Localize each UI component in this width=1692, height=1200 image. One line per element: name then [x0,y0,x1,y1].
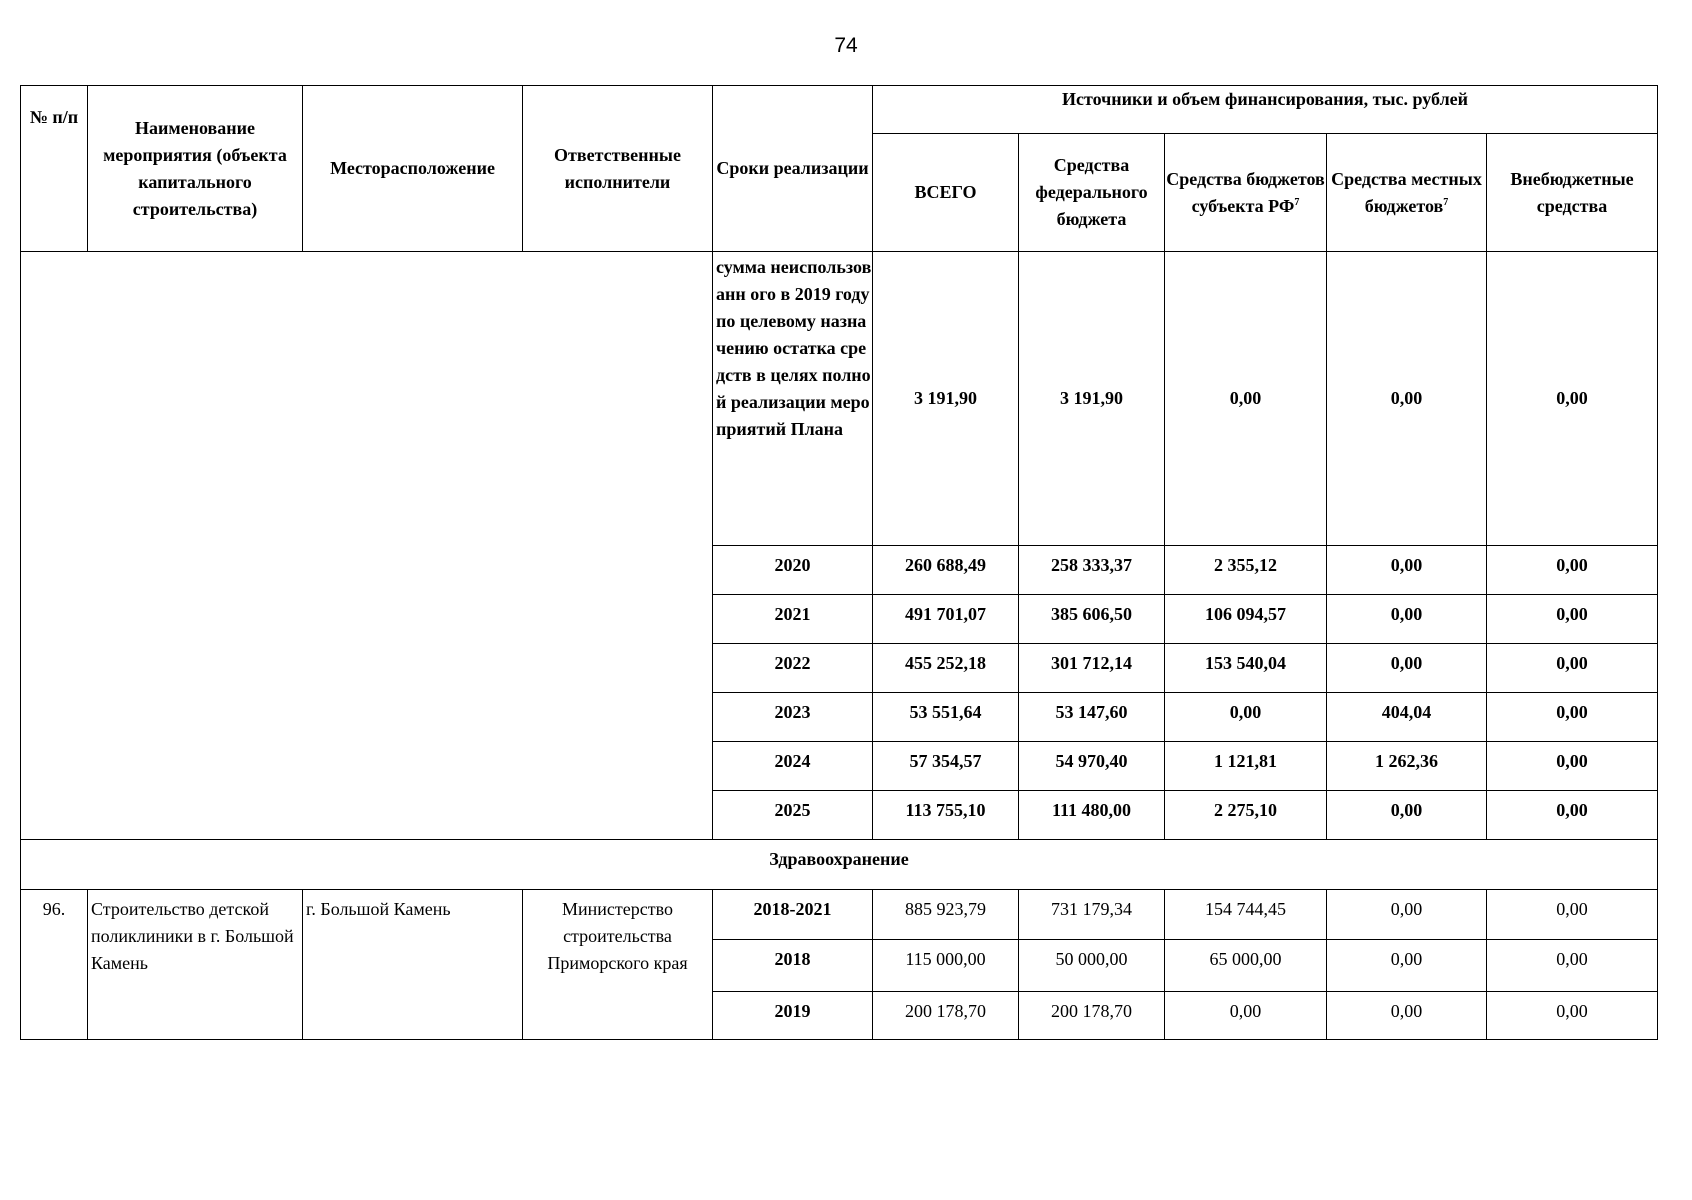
extra-cell: 0,00 [1487,742,1658,791]
empty-merged-cell [21,252,713,840]
item-name: Строительство детской поликлиники в г. Большой Камень [88,890,303,1040]
extra-cell: 0,00 [1487,693,1658,742]
federal-cell: 111 480,00 [1019,791,1165,840]
subject-cell: 0,00 [1165,693,1327,742]
section-title: Здравоохранение [21,840,1658,890]
subject-cell: 0,00 [1165,992,1327,1040]
item-location: г. Большой Камень [303,890,523,1040]
extra-cell: 0,00 [1487,644,1658,693]
subject-cell: 2 355,12 [1165,546,1327,595]
term-cell: 2018-2021 [713,890,873,940]
total-cell: 491 701,07 [873,595,1019,644]
header-num: № п/п [21,86,88,252]
term-cell: 2025 [713,791,873,840]
extra-cell: 0,00 [1487,940,1658,992]
total-cell: 113 755,10 [873,791,1019,840]
federal-cell: 50 000,00 [1019,940,1165,992]
local-cell: 0,00 [1327,992,1487,1040]
extra-cell: 0,00 [1487,992,1658,1040]
federal-cell: 54 970,40 [1019,742,1165,791]
local-cell: 0,00 [1327,890,1487,940]
local-cell: 404,04 [1327,693,1487,742]
subject-cell: 153 540,04 [1165,644,1327,693]
local-cell: 0,00 [1327,644,1487,693]
header-federal: Средства федерального бюджета [1019,134,1165,252]
header-sources: Источники и объем финансирования, тыс. рублей [873,86,1658,134]
federal-cell: 53 147,60 [1019,693,1165,742]
subject-cell: 1 121,81 [1165,742,1327,791]
local-cell: 0,00 [1327,791,1487,840]
local-cell: 0,00 [1327,546,1487,595]
term-cell: 2022 [713,644,873,693]
header-name: Наименование мероприятия (объекта капитального строительства) [88,86,303,252]
header-executors: Ответственные исполнители [523,86,713,252]
item-num: 96. [21,890,88,1040]
total-cell: 115 000,00 [873,940,1019,992]
local-cell: 0,00 [1327,595,1487,644]
page-number: 74 [834,34,858,57]
header-total: ВСЕГО [873,134,1019,252]
term-cell: 2019 [713,992,873,1040]
extra-cell: 0,00 [1487,546,1658,595]
total-cell: 3 191,90 [873,252,1019,546]
term-cell: 2018 [713,940,873,992]
extra-cell: 0,00 [1487,890,1658,940]
header-terms: Сроки реализации [713,86,873,252]
federal-cell: 258 333,37 [1019,546,1165,595]
subject-cell: 0,00 [1165,252,1327,546]
subject-cell: 106 094,57 [1165,595,1327,644]
term-cell: 2024 [713,742,873,791]
total-cell: 57 354,57 [873,742,1019,791]
table-row [21,252,1658,546]
total-cell: 200 178,70 [873,992,1019,1040]
financing-table [20,85,1658,1040]
federal-cell: 301 712,14 [1019,644,1165,693]
federal-cell: 385 606,50 [1019,595,1165,644]
extra-cell: 0,00 [1487,595,1658,644]
subject-cell: 2 275,10 [1165,791,1327,840]
item-executor: Министерство строительства Приморского края [523,890,713,1040]
header-location: Месторасположение [303,86,523,252]
local-cell: 0,00 [1327,252,1487,546]
header-local: Средства местных бюджетов$^7$ [1327,134,1487,252]
term-cell: 2023 [713,693,873,742]
term-cell: 2020 [713,546,873,595]
local-cell: 1 262,36 [1327,742,1487,791]
federal-cell: 3 191,90 [1019,252,1165,546]
section-row [21,840,1658,890]
header-subject: Средства бюджетов субъекта $РФ^7$ [1165,134,1327,252]
table-row [21,890,1658,940]
subject-cell: 154 744,45 [1165,890,1327,940]
total-cell: 885 923,79 [873,890,1019,940]
total-cell: 260 688,49 [873,546,1019,595]
subject-cell: 65 000,00 [1165,940,1327,992]
local-cell: 0,00 [1327,940,1487,992]
term-cell: 2021 [713,595,873,644]
term-cell: сумма неиспользованн ого в 2019 году по целевому назначению остатка средств в целях полной реализации мероприятий Плана [713,252,873,546]
extra-cell: 0,00 [1487,252,1658,546]
total-cell: 455 252,18 [873,644,1019,693]
extra-cell: 0,00 [1487,791,1658,840]
header-extra: Внебюджетные средства [1487,134,1658,252]
federal-cell: 200 178,70 [1019,992,1165,1040]
total-cell: 53 551,64 [873,693,1019,742]
federal-cell: 731 179,34 [1019,890,1165,940]
